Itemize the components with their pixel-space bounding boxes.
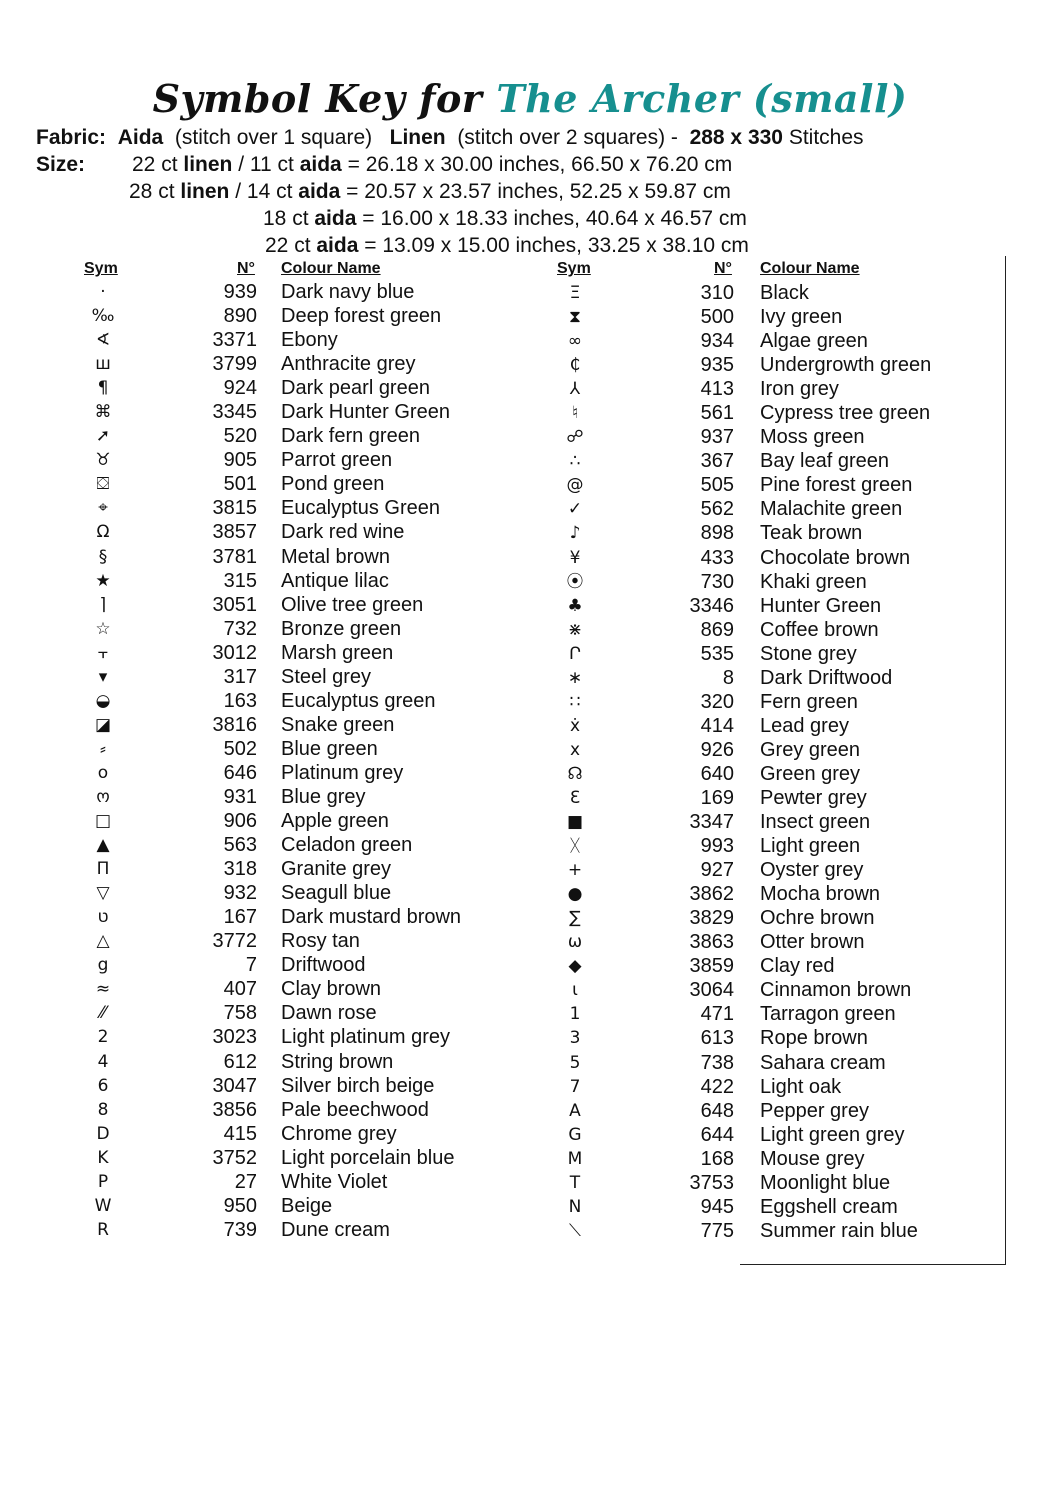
row-symbol: ⦿ — [566, 571, 584, 592]
row-number: 3371 — [212, 329, 257, 352]
row-symbol: o — [97, 762, 109, 783]
row-colour-name: Clay red — [760, 955, 835, 978]
row-symbol: R — [97, 1219, 109, 1240]
row-symbol: 6 — [97, 1075, 109, 1096]
row-colour-name: Light green grey — [760, 1123, 905, 1146]
row-colour-name: Granite grey — [281, 858, 392, 881]
row-colour-name: Dune cream — [281, 1218, 390, 1241]
row-symbol: 3 — [569, 1028, 581, 1049]
row-symbol: ⌖ — [98, 498, 108, 519]
row-number: 8 — [722, 666, 734, 689]
row-symbol: N — [568, 1196, 582, 1217]
row-symbol: M — [567, 1148, 583, 1169]
row-colour-name: Dark fern green — [281, 425, 420, 448]
row-number: 310 — [700, 282, 734, 304]
row-symbol: ‰ — [91, 306, 115, 327]
row-colour-name: Rope brown — [760, 1027, 868, 1050]
row-colour-name: Dark Hunter Green — [281, 401, 450, 424]
row-number: 367 — [700, 450, 734, 473]
row-colour-name: Ochre brown — [760, 907, 875, 930]
row-colour-name: Dark mustard brown — [281, 906, 462, 929]
row-symbol: K — [97, 1147, 109, 1168]
row-number: 501 — [223, 473, 257, 496]
row-number: 502 — [223, 737, 257, 760]
row-colour-name: Pine forest green — [760, 474, 913, 497]
row-symbol: ⸗ — [100, 738, 106, 759]
row-colour-name: Pewter grey — [760, 786, 867, 809]
row-colour-name: Grey green — [760, 738, 861, 761]
size-line-2: 28 ct linen / 14 ct aida = 20.57 x 23.57 inches, 52.25 x 59.87 cm — [129, 180, 731, 203]
row-number: 422 — [700, 1075, 734, 1098]
row-symbol: ш — [95, 354, 111, 375]
row-colour-name: White Violet — [281, 1170, 388, 1193]
row-symbol: ▽ — [96, 883, 110, 904]
row-symbol: ≈ — [95, 979, 111, 1000]
row-symbol: ¥ — [569, 547, 581, 568]
row-colour-name: Stone grey — [760, 642, 857, 665]
size-line-4: 22 ct aida = 13.09 x 15.00 inches, 33.25 x 38.10 cm — [265, 234, 749, 257]
row-number: 3023 — [212, 1026, 257, 1049]
row-number: 3816 — [212, 713, 257, 736]
row-colour-name: Snake green — [281, 713, 395, 736]
row-symbol: ₵ — [569, 355, 581, 376]
header-num-left: N° — [237, 260, 255, 277]
row-number: 407 — [223, 978, 257, 1001]
row-colour-name: Insect green — [760, 811, 871, 834]
row-colour-name: Moss green — [760, 426, 865, 449]
row-symbol: 7 — [569, 1076, 581, 1097]
row-symbol: ¶ — [97, 378, 109, 399]
row-colour-name: Green grey — [760, 762, 861, 785]
row-number: 318 — [223, 858, 257, 881]
row-colour-name: Bronze green — [281, 617, 402, 640]
row-colour-name: Coffee brown — [760, 618, 879, 641]
row-number: 433 — [700, 546, 734, 569]
row-colour-name: Driftwood — [281, 954, 366, 977]
row-colour-name: String brown — [281, 1050, 394, 1073]
row-symbol: ☍ — [566, 427, 584, 448]
row-number: 168 — [700, 1147, 734, 1170]
row-symbol: + — [567, 860, 583, 881]
border-right — [1005, 256, 1006, 1264]
row-number: 3772 — [212, 930, 257, 953]
row-symbol: ẋ — [569, 715, 581, 736]
row-symbol: ∴ — [569, 451, 581, 472]
row-colour-name: Metal brown — [281, 545, 390, 568]
row-number: 167 — [223, 906, 257, 929]
row-number: 505 — [700, 474, 734, 497]
header-num-right: N° — [714, 260, 732, 277]
row-number: 906 — [223, 810, 257, 833]
row-symbol: ♣ — [567, 595, 583, 616]
row-colour-name: Sahara cream — [760, 1051, 886, 1074]
row-colour-name: Malachite green — [760, 498, 903, 521]
row-symbol: ♮ — [571, 403, 579, 424]
row-number: 500 — [700, 306, 734, 329]
row-symbol: ★ — [95, 570, 111, 591]
fabric-aida: Aida — [117, 126, 164, 149]
row-symbol: ⌘ — [94, 402, 112, 423]
row-number: 613 — [700, 1027, 734, 1050]
row-colour-name: Black — [760, 282, 809, 304]
row-number: 935 — [700, 354, 734, 377]
row-symbol: ◪ — [94, 714, 112, 735]
row-number: 3829 — [689, 907, 734, 930]
row-number: 3781 — [212, 545, 257, 568]
row-symbol: Ր — [569, 643, 581, 664]
row-colour-name: Iron grey — [760, 378, 839, 401]
row-symbol: ♪ — [569, 523, 581, 544]
row-symbol: ⧗ — [569, 307, 581, 328]
row-symbol: ▾ — [98, 666, 108, 687]
row-symbol: Ω — [96, 522, 110, 543]
row-colour-name: Blue green — [281, 737, 378, 760]
row-number: 3752 — [212, 1146, 257, 1169]
row-symbol: ∷ — [569, 691, 581, 712]
row-number: 646 — [223, 761, 257, 784]
row-colour-name: Mocha brown — [760, 883, 881, 906]
row-number: 520 — [223, 425, 257, 448]
row-colour-name: Pepper grey — [760, 1099, 869, 1122]
row-number: 3859 — [689, 955, 734, 978]
row-colour-name: Antique lilac — [281, 569, 389, 592]
row-colour-name: Hunter Green — [760, 594, 882, 617]
row-symbol: ■ — [566, 812, 584, 833]
row-symbol: ▲ — [96, 835, 110, 856]
row-symbol: ɩ — [572, 980, 578, 1001]
row-symbol: △ — [96, 931, 110, 952]
row-symbol: ➚ — [95, 426, 111, 447]
row-colour-name: Tarragon green — [760, 1003, 896, 1026]
row-symbol: 1 — [569, 1004, 581, 1025]
row-colour-name: Khaki green — [760, 570, 867, 593]
row-symbol: ⌉ — [99, 594, 107, 615]
row-symbol: W — [94, 1195, 112, 1216]
row-symbol: T — [569, 1172, 581, 1193]
row-number: 612 — [223, 1050, 257, 1073]
row-symbol: ∗ — [567, 667, 583, 688]
row-colour-name: Ebony — [281, 329, 338, 352]
row-colour-name: Deep forest green — [281, 305, 442, 328]
row-number: 924 — [223, 377, 257, 400]
row-number: 3347 — [689, 811, 734, 834]
row-symbol: 2 — [97, 1027, 109, 1048]
row-number: 413 — [700, 378, 734, 401]
row-number: 3753 — [689, 1171, 734, 1194]
row-number: 905 — [223, 449, 257, 472]
row-colour-name: Teak brown — [760, 522, 863, 545]
row-colour-name: Light platinum grey — [281, 1026, 450, 1049]
row-symbol: ω — [567, 932, 583, 953]
row-colour-name: Summer rain blue — [760, 1219, 918, 1242]
row-colour-name: Dark navy blue — [281, 281, 415, 303]
row-number: 3862 — [689, 883, 734, 906]
row-symbol: ⛋ — [96, 474, 110, 495]
size-line-3: 18 ct aida = 16.00 x 18.33 inches, 40.64 x 46.57 cm — [263, 207, 747, 230]
row-symbol: ⋇ — [567, 619, 583, 640]
fabric-line — [36, 126, 864, 150]
row-number: 317 — [223, 665, 257, 688]
row-number: 950 — [223, 1194, 257, 1217]
row-colour-name: Algae green — [760, 330, 868, 353]
row-colour-name: Celadon green — [281, 834, 413, 857]
row-colour-name: Eucalyptus Green — [281, 497, 440, 520]
row-symbol: 5 — [569, 1052, 581, 1073]
row-colour-name: Light porcelain blue — [281, 1146, 455, 1169]
row-symbol: g — [97, 955, 109, 976]
row-number: 3047 — [212, 1074, 257, 1097]
header-sym-left: Sym — [84, 260, 118, 277]
stitch-count: 288 x 330 — [689, 126, 783, 149]
row-number: 3799 — [212, 353, 257, 376]
row-number: 3856 — [212, 1098, 257, 1121]
row-number: 3346 — [689, 594, 734, 617]
row-colour-name: Otter brown — [760, 931, 865, 954]
row-colour-name: Undergrowth green — [760, 354, 932, 377]
row-colour-name: Apple green — [281, 810, 389, 833]
row-number: 7 — [245, 954, 257, 977]
row-number: 927 — [700, 859, 734, 882]
row-colour-name: Chocolate brown — [760, 546, 911, 569]
row-colour-name: Beige — [281, 1194, 333, 1217]
row-number: 898 — [700, 522, 734, 545]
row-colour-name: Lead grey — [760, 714, 849, 737]
row-number: 758 — [223, 1002, 257, 1025]
row-colour-name: Platinum grey — [281, 761, 404, 784]
row-symbol: ☆ — [95, 618, 111, 639]
row-number: 3012 — [212, 641, 257, 664]
row-number: 945 — [700, 1195, 734, 1218]
row-number: 739 — [223, 1218, 257, 1241]
row-number: 937 — [700, 426, 734, 449]
row-symbol: x — [569, 739, 581, 760]
row-number: 3815 — [212, 497, 257, 520]
row-number: 640 — [700, 762, 734, 785]
row-number: 3863 — [689, 931, 734, 954]
row-symbol: ო — [96, 786, 110, 807]
row-number: 471 — [700, 1003, 734, 1026]
row-symbol: ◆ — [568, 956, 582, 977]
row-symbol: ⁄⁄ — [100, 1003, 106, 1024]
row-colour-name: Clay brown — [281, 978, 382, 1001]
row-number: 3051 — [212, 593, 257, 616]
row-colour-name: Ivy green — [760, 306, 843, 329]
row-number: 163 — [223, 689, 257, 712]
row-symbol: D — [96, 1123, 110, 1144]
row-number: 3345 — [212, 401, 257, 424]
header-name-right: Colour Name — [760, 260, 860, 277]
row-number: 415 — [223, 1122, 257, 1145]
row-number: 561 — [700, 402, 734, 425]
row-symbol: 4 — [97, 1051, 109, 1072]
row-colour-name: Light oak — [760, 1075, 842, 1098]
row-colour-name: Chrome grey — [281, 1122, 397, 1145]
row-number: 535 — [700, 642, 734, 665]
size-label: Size: — [36, 153, 86, 176]
row-symbol: ✓ — [567, 499, 583, 520]
row-colour-name: Bay leaf green — [760, 450, 889, 473]
row-colour-name: Eucalyptus green — [281, 689, 436, 712]
row-symbol: □ — [94, 811, 112, 832]
row-number: 169 — [700, 786, 734, 809]
row-symbol: Ξ — [569, 283, 581, 303]
row-colour-name: Fern green — [760, 690, 858, 713]
row-symbol: Ɛ — [569, 787, 581, 808]
row-colour-name: Marsh green — [281, 641, 394, 664]
row-number: 934 — [700, 330, 734, 353]
row-symbol: ∢ — [95, 330, 111, 351]
row-colour-name: Dark red wine — [281, 521, 405, 544]
row-symbol: Π — [96, 859, 110, 880]
row-colour-name: Seagull blue — [281, 882, 392, 905]
row-colour-name: Moonlight blue — [760, 1171, 891, 1194]
row-colour-name: Cinnamon brown — [760, 979, 912, 1002]
row-colour-name: Parrot green — [281, 449, 393, 472]
row-symbol: ∑ — [569, 908, 581, 929]
row-number: 775 — [700, 1219, 734, 1242]
row-symbol: ט — [97, 907, 109, 928]
row-number: 732 — [223, 617, 257, 640]
row-number: 27 — [234, 1170, 257, 1193]
row-symbol: ♉ — [95, 450, 111, 471]
row-symbol: ◒ — [95, 690, 111, 711]
row-symbol: · — [100, 282, 106, 302]
row-symbol: ⅄ — [569, 379, 581, 400]
row-number: 869 — [700, 618, 734, 641]
row-symbol: ☊ — [567, 763, 583, 784]
row-symbol: G — [568, 1124, 582, 1145]
row-number: 939 — [223, 281, 257, 303]
stitch-label: Stitches — [788, 126, 864, 149]
row-colour-name: Pond green — [281, 473, 385, 496]
fabric-aida-note: (stitch over 1 square) — [174, 126, 373, 149]
row-colour-name: Oyster grey — [760, 859, 864, 882]
row-symbol: ⟍ — [569, 1220, 581, 1241]
row-symbol: ⫟ — [97, 642, 109, 663]
fabric-linen-note: (stitch over 2 squares) - — [457, 126, 678, 149]
row-number: 3064 — [689, 979, 734, 1002]
pattern-name: The Archer (small) — [496, 76, 908, 121]
size-line-1: 22 ct linen / 11 ct aida = 26.18 x 30.00 inches, 66.50 x 76.20 cm — [132, 153, 733, 176]
fabric-label: Fabric: — [36, 126, 107, 149]
header-name-left: Colour Name — [281, 260, 381, 277]
row-number: 3857 — [212, 521, 257, 544]
row-colour-name: Dark pearl green — [281, 377, 430, 400]
row-number: 320 — [700, 690, 734, 713]
row-colour-name: Olive tree green — [281, 593, 424, 616]
row-symbol: § — [98, 546, 108, 567]
row-number: 993 — [700, 835, 734, 858]
row-number: 738 — [700, 1051, 734, 1074]
row-symbol: ᚷ — [569, 836, 581, 857]
row-colour-name: Anthracite grey — [281, 353, 416, 376]
row-colour-name: Steel grey — [281, 665, 372, 688]
row-colour-name: Pale beechwood — [281, 1098, 429, 1121]
row-colour-name: Mouse grey — [760, 1147, 865, 1170]
row-number: 926 — [700, 738, 734, 761]
page-title — [0, 76, 1060, 121]
row-number: 931 — [223, 785, 257, 808]
row-colour-name: Silver birch beige — [281, 1074, 435, 1097]
row-symbol: P — [97, 1171, 109, 1192]
row-number: 315 — [223, 569, 257, 592]
row-number: 890 — [223, 305, 257, 328]
row-symbol: @ — [566, 475, 584, 496]
header-sym-right: Sym — [557, 260, 591, 277]
row-number: 563 — [223, 834, 257, 857]
row-symbol: 8 — [97, 1099, 109, 1120]
row-colour-name: Light green — [760, 835, 861, 858]
row-number: 730 — [700, 570, 734, 593]
row-number: 648 — [700, 1099, 734, 1122]
row-colour-name: Dawn rose — [281, 1002, 377, 1025]
title-prefix: Symbol Key for — [152, 76, 483, 121]
row-number: 414 — [700, 714, 734, 737]
border-bottom — [740, 1264, 1006, 1265]
row-colour-name: Rosy tan — [281, 930, 360, 953]
fabric-linen: Linen — [389, 126, 446, 149]
row-number: 932 — [223, 882, 257, 905]
row-number: 562 — [700, 498, 734, 521]
row-symbol: ∞ — [567, 331, 583, 352]
row-colour-name: Cypress tree green — [760, 402, 931, 425]
row-colour-name: Blue grey — [281, 785, 366, 808]
row-colour-name: Dark Driftwood — [760, 666, 893, 689]
row-number: 644 — [700, 1123, 734, 1146]
row-symbol: A — [569, 1100, 581, 1121]
row-symbol: ● — [567, 884, 583, 905]
row-colour-name: Eggshell cream — [760, 1195, 898, 1218]
